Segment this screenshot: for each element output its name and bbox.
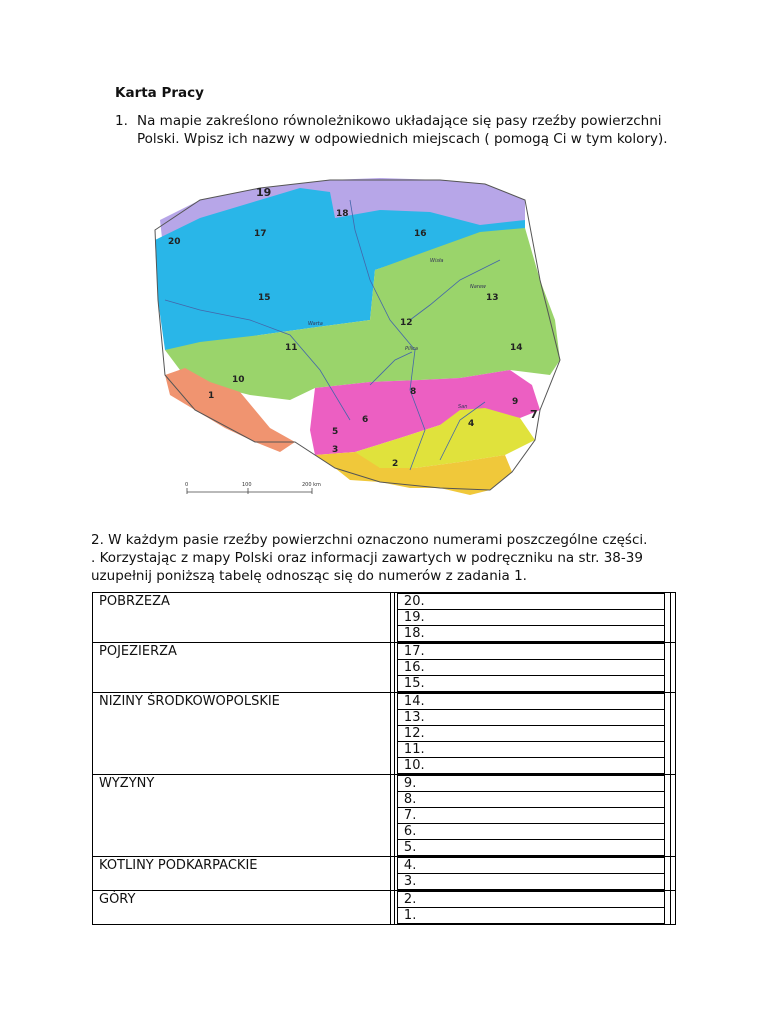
map-label-19: 19	[256, 186, 272, 199]
answer-field[interactable]: 9.	[397, 775, 665, 792]
answer-field[interactable]: 3.	[397, 874, 665, 890]
answer-cells	[394, 857, 670, 891]
map-label-14: 14	[510, 343, 523, 353]
map-scale-label-100: 100	[242, 482, 252, 488]
answer-field[interactable]: 8.	[397, 792, 665, 808]
relief-band-name: KOTLINY PODKARPACKIE	[93, 857, 391, 891]
table-row	[93, 891, 676, 925]
relief-band-name: WYZYNY	[93, 775, 391, 857]
poland-relief-map	[140, 170, 570, 510]
map-scale-label-0: 0	[185, 482, 189, 488]
relief-parts-table	[92, 592, 676, 925]
map-label-18: 18	[336, 209, 349, 219]
table-edge	[671, 775, 676, 857]
map-label-4: 4	[468, 419, 475, 429]
map-label-2: 2	[392, 459, 399, 469]
map-river-label-warta: Warta	[308, 321, 323, 327]
answer-field[interactable]: 14.	[397, 693, 665, 710]
map-label-10: 10	[232, 375, 245, 385]
answer-field[interactable]: 5.	[397, 840, 665, 856]
map-label-8: 8	[410, 387, 417, 397]
table-row	[93, 643, 676, 693]
map-label-16: 16	[414, 229, 427, 239]
map-scale-label-200: 200 km	[302, 482, 321, 488]
map-label-3: 3	[332, 445, 339, 455]
map-label-17: 17	[254, 229, 267, 239]
relief-band-name: GÓRY	[93, 891, 391, 925]
map-label-6: 6	[362, 415, 369, 425]
map-label-11: 11	[285, 343, 298, 353]
question-2-line-2: . Korzystając z mapy Polski oraz informacji zawartych w podręczniku na str. 38-39	[91, 550, 643, 566]
answer-field[interactable]: 15.	[397, 676, 665, 692]
map-river-label-wisla: Wisła	[430, 258, 444, 264]
question-1	[115, 112, 695, 148]
answer-field[interactable]: 7.	[397, 808, 665, 824]
table-row	[93, 857, 676, 891]
map-label-9: 9	[512, 397, 519, 407]
relief-band-name: POBRZEZA	[93, 593, 391, 643]
answer-field[interactable]: 19.	[397, 610, 665, 626]
answer-field[interactable]: 1.	[397, 908, 665, 924]
table-row	[93, 693, 676, 775]
answer-field[interactable]: 20.	[397, 593, 665, 610]
answer-field[interactable]: 13.	[397, 710, 665, 726]
answer-field[interactable]: 11.	[397, 742, 665, 758]
map-label-15: 15	[258, 293, 271, 303]
answer-cells	[394, 891, 670, 925]
relief-parts-table-body	[93, 593, 676, 925]
worksheet-title: Karta Pracy	[115, 85, 204, 101]
answer-field[interactable]: 17.	[397, 643, 665, 660]
map-label-1: 1	[208, 391, 215, 401]
table-row	[93, 593, 676, 643]
answer-field[interactable]: 12.	[397, 726, 665, 742]
answer-field[interactable]: 18.	[397, 626, 665, 642]
map-label-5: 5	[332, 427, 339, 437]
question-2-line-3: uzupełnij poniższą tabelę odnosząc się do numerów z zadania 1.	[91, 568, 527, 584]
map-river-label-pilica: Pilica	[405, 346, 418, 352]
table-edge	[671, 891, 676, 925]
answer-field[interactable]: 2.	[397, 891, 665, 908]
question-2-line-1: 2. W każdym pasie rzeźby powierzchni oznaczono numerami poszczególne części.	[91, 532, 648, 548]
answer-field[interactable]: 16.	[397, 660, 665, 676]
question-2	[91, 531, 701, 585]
map-label-20: 20	[168, 237, 181, 247]
table-edge	[671, 693, 676, 775]
question-1-text: Na mapie zakreślono równoleżnikowo układające się pasy rzeźby powierzchni Polski. Wpisz ich nazwy w odpowiednich miejscach ( pomogą Ci w tym kolory).	[137, 113, 668, 147]
map-label-12: 12	[400, 318, 413, 328]
table-row	[93, 775, 676, 857]
map-river-label-narew: Narew	[470, 284, 487, 290]
map-label-7: 7	[530, 408, 538, 421]
answer-cells	[394, 643, 670, 693]
map-river-label-san: San	[458, 404, 468, 410]
table-edge	[671, 593, 676, 643]
table-edge	[671, 857, 676, 891]
relief-band-name: POJEZIERZA	[93, 643, 391, 693]
answer-field[interactable]: 10.	[397, 758, 665, 774]
answer-field[interactable]: 4.	[397, 857, 665, 874]
question-1-number: 1.	[115, 113, 128, 129]
table-edge	[671, 643, 676, 693]
relief-band-name: NIZINY ŚRODKOWOPOLSKIE	[93, 693, 391, 775]
answer-cells	[394, 593, 670, 643]
answer-cells	[394, 693, 670, 775]
answer-field[interactable]: 6.	[397, 824, 665, 840]
map-label-13: 13	[486, 293, 499, 303]
answer-cells	[394, 775, 670, 857]
